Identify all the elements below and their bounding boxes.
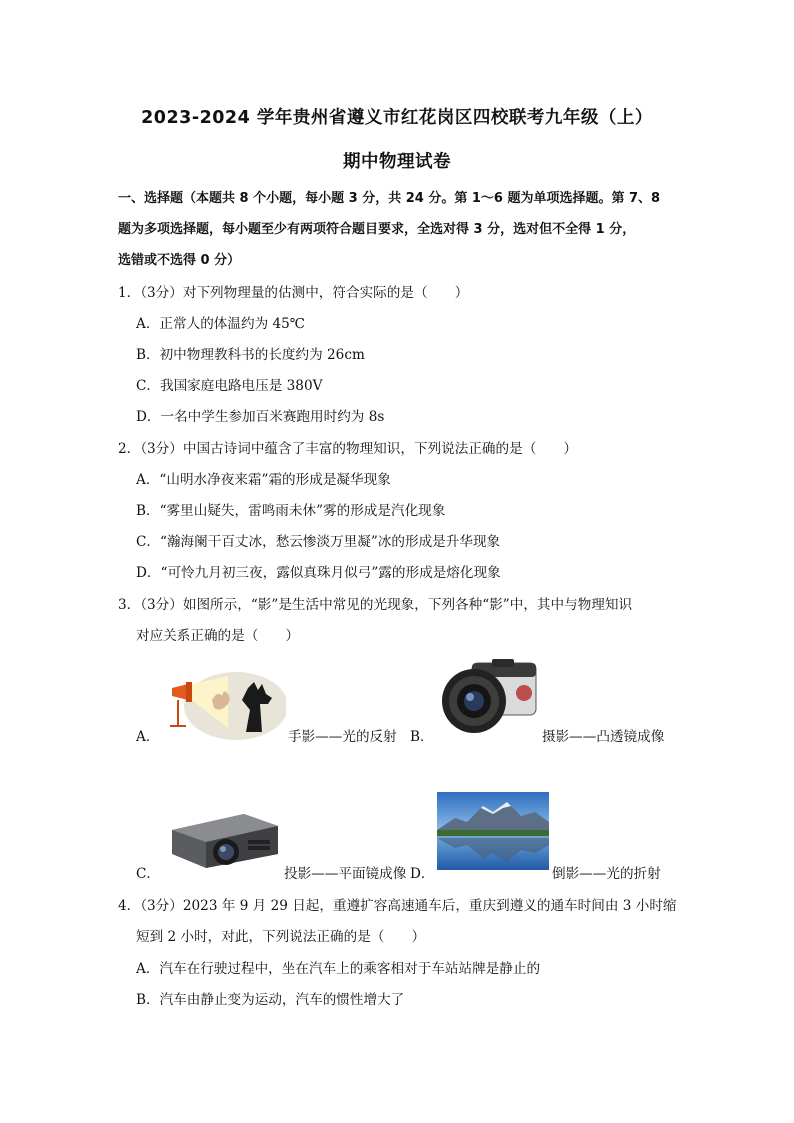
- q1-stem: 1．（3分）对下列物理量的估测中，符合实际的是（ ）: [118, 285, 469, 301]
- section-header-line3: 选错或不选得 0 分）: [118, 253, 241, 268]
- q2-option-c: C．“瀚海阑干百丈冰，愁云惨淡万里凝”冰的形成是升华现象: [136, 534, 501, 550]
- q1-option-b: B．初中物理教科书的长度约为 26cm: [136, 347, 365, 363]
- q2-option-a: A．“山明水净夜来霜”霜的形成是凝华现象: [136, 472, 391, 488]
- q1-option-d: D．一名中学生参加百米赛跑用时约为 8s: [136, 409, 385, 425]
- q3-option-d-text: 倒影——光的折射: [552, 866, 661, 882]
- q3-option-a-letter: A．: [136, 729, 160, 745]
- q3-option-c-letter: C．: [136, 866, 160, 882]
- q3-stem-line2: 对应关系正确的是（ ）: [136, 628, 300, 644]
- section-header-line2: 题为多项选择题，每小题至少有两项符合题目要求，全选对得 3 分，选对但不全得 1 分，: [118, 222, 636, 237]
- reflection-landscape-image: [437, 792, 549, 870]
- q3-option-a-text: 手影——光的反射: [288, 729, 397, 745]
- section-header-line1: 一、选择题（本题共 8 个小题，每小题 3 分，共 24 分。第 1～6 题为单项选择题。第 7、8: [118, 191, 661, 206]
- hand-shadow-image: [166, 670, 286, 742]
- camera-image: [434, 657, 544, 737]
- q3-option-c-text: 投影——平面镜成像: [284, 866, 407, 882]
- q3-stem-line1: 3．（3分）如图所示，“影”是生活中常见的光现象，下列各种“影”中，其中与物理知识: [118, 597, 633, 613]
- q1-option-c: C．我国家庭电路电压是 380V: [136, 378, 323, 394]
- q3-option-b-text: 摄影——凸透镜成像: [542, 729, 665, 745]
- q3-option-d-letter: D．: [410, 866, 435, 882]
- q4-option-a: A．汽车在行驶过程中，坐在汽车上的乘客相对于车站站牌是静止的: [136, 961, 541, 977]
- q2-option-d: D．“可怜九月初三夜，露似真珠月似弓”露的形成是熔化现象: [136, 565, 501, 581]
- exam-title-line1: 2023-2024 学年贵州省遵义市红花岗区四校联考九年级（上）: [141, 108, 653, 128]
- q4-stem-line1: 4．（3分）2023 年 9 月 29 日起，重遵扩容高速通车后，重庆到遵义的通车时间由 3 小时缩: [118, 898, 677, 914]
- q2-option-b: B．“雾里山疑失，雷鸣雨未休”雾的形成是汽化现象: [136, 503, 446, 519]
- q4-stem-line2: 短到 2 小时，对此，下列说法正确的是（ ）: [136, 929, 426, 945]
- projector-image: [166, 806, 282, 872]
- exam-title-line2: 期中物理试卷: [343, 152, 451, 172]
- q4-option-b: B．汽车由静止变为运动，汽车的惯性增大了: [136, 992, 405, 1008]
- q2-stem: 2．（3分）中国古诗词中蕴含了丰富的物理知识，下列说法正确的是（ ）: [118, 441, 578, 457]
- q3-option-b-letter: B．: [410, 729, 434, 745]
- q1-option-a: A．正常人的体温约为 45℃: [136, 316, 305, 332]
